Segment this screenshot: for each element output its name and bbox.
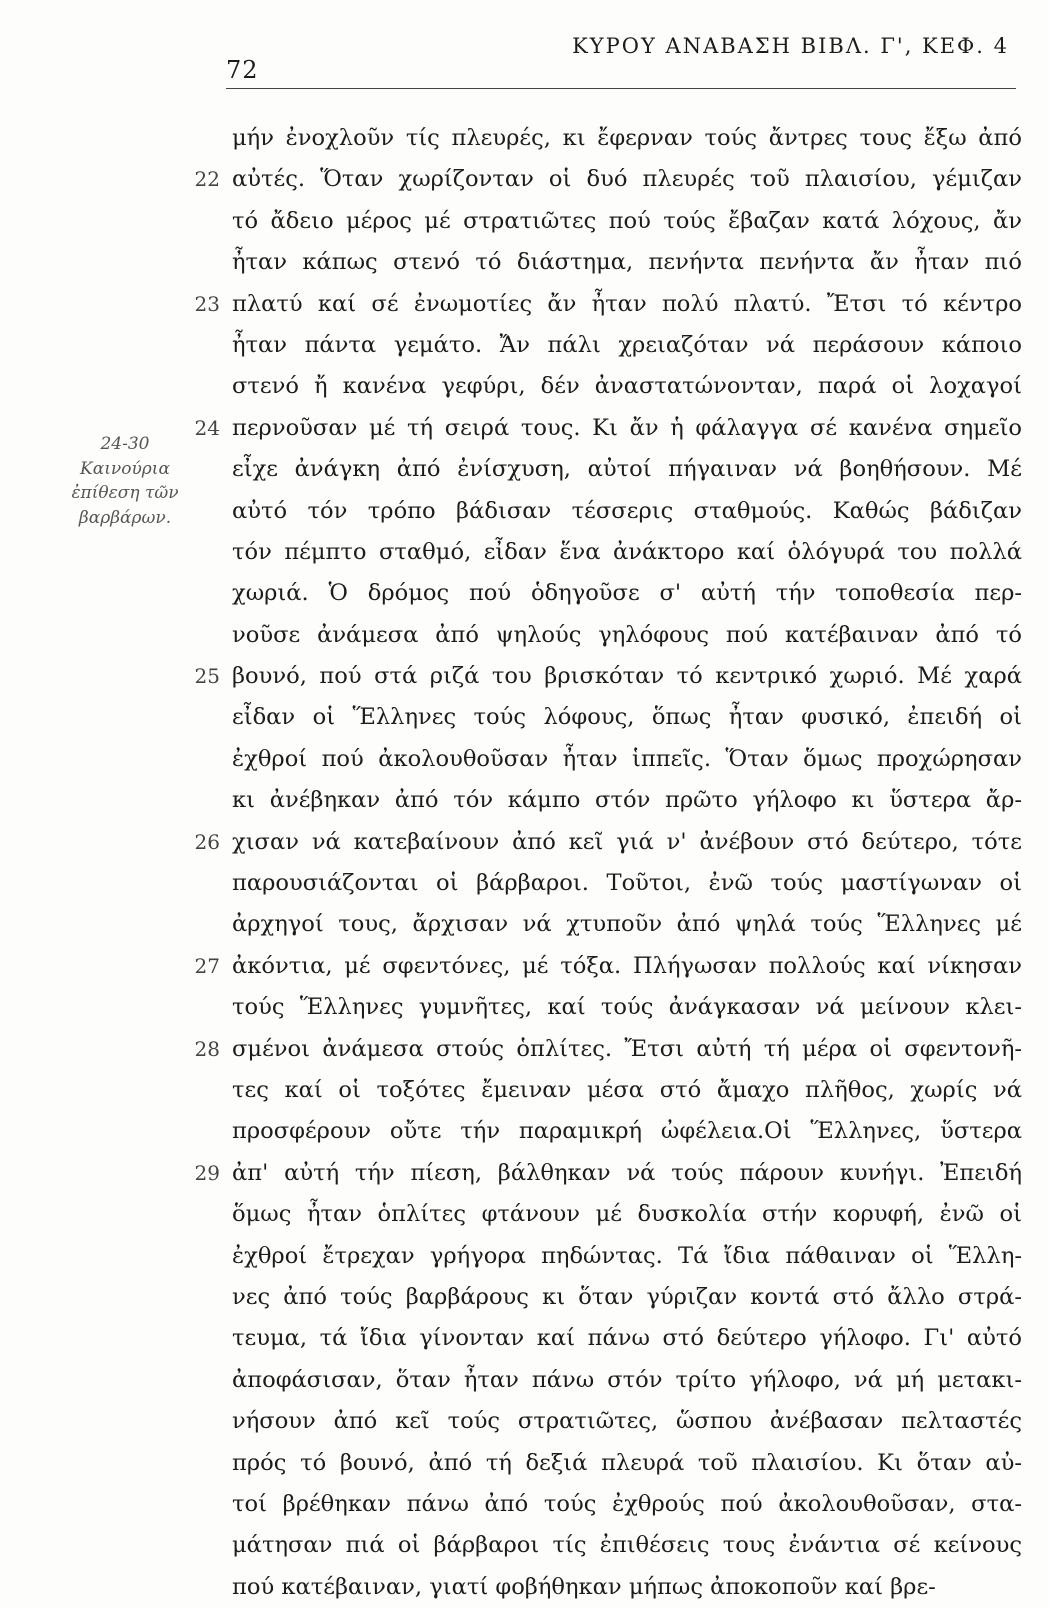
text-line: χισαν νά κατεβαίνουν ἀπό κεῖ γιά ν' ἀνέβουν στό δεύτερο, τότε bbox=[232, 828, 1022, 855]
text-line: σμένοι ἀνάμεσα στούς ὁπλίτες. Ἔτσι αὐτή τή μέρα οἱ σφεντονῆ- bbox=[232, 1035, 1022, 1062]
text-line: παρουσιάζονται οἱ βάρβαροι. Τοῦτοι, ἐνῶ τούς μαστίγωναν οἱ bbox=[232, 870, 1022, 897]
text-line: μήν ἐνοχλοῦν τίς πλευρές, κι ἔφερναν τούς ἄντρες τους ἔξω ἀπό bbox=[232, 125, 1022, 151]
text-line: εἶχε ἀνάγκη ἀπό ἐνίσχυση, αὐτοί πήγαιναν νά βοηθήσουν. Μέ bbox=[232, 456, 1022, 483]
text-line: ἀπ' αὐτή τήν πίεση, βάλθηκαν νά τούς πάρουν κυνήγι. Ἐπειδή bbox=[232, 1159, 1022, 1186]
text-line: πρός τό βουνό, ἀπό τή δεξιά πλευρά τοῦ πλαισίου. Κι ὅταν αὐ- bbox=[232, 1449, 1022, 1476]
text-line: πού κατέβαιναν, γιατί φοβήθηκαν μήπως ἀποκοποῦν καί βρε- bbox=[232, 1573, 936, 1600]
text-line: ἐχθροί πού ἀκολουθοῦσαν ἦταν ἱππεῖς. Ὅταν ὅμως προχώρησαν bbox=[232, 745, 1022, 772]
text-line: περνοῦσαν μέ τή σειρά τους. Κι ἄν ἡ φάλαγγα σέ κανένα σημεῖο bbox=[232, 414, 1022, 441]
section-number: 23 bbox=[194, 291, 220, 316]
text-line: ἦταν πάντα γεμάτο. Ἄν πάλι χρειαζόταν νά περάσουν κάποιο bbox=[232, 331, 1022, 358]
text-line: ἀρχηγοί τους, ἄρχισαν νά χτυποῦν ἀπό ψηλά τούς Ἕλληνες μέ bbox=[232, 911, 1022, 938]
text-line: αὐτό τόν τρόπο βάδισαν τέσσερις σταθμούς. Καθώς βάδιζαν bbox=[232, 497, 1022, 524]
text-line: νες ἀπό τούς βαρβάρους κι ὅταν γύριζαν κοντά στό ἄλλο στρά- bbox=[232, 1283, 1022, 1310]
section-number: 25 bbox=[194, 664, 220, 689]
text-line: αὐτές. Ὅταν χωρίζονταν οἱ δυό πλευρές τοῦ πλαισίου, γέμιζαν bbox=[232, 166, 1022, 193]
body-text bbox=[232, 118, 1022, 1608]
section-number: 27 bbox=[194, 954, 220, 978]
text-line: χωριά. Ὁ δρόμος πού ὁδηγοῦσε σ' αὐτή τήν τοποθεσία περ- bbox=[232, 580, 1022, 607]
running-title: ΚΥΡΟΥ ΑΝΑΒΑΣΗ ΒΙΒΛ. Γ', ΚΕΦ. 4 bbox=[572, 34, 1009, 58]
text-line: τευμα, τά ἴδια γίνονταν καί πάνω στό δεύτερο γήλοφο. Γι' αὐτό bbox=[232, 1325, 1022, 1352]
margin-note-line: 24-30 bbox=[100, 434, 150, 454]
header-rule bbox=[226, 88, 1016, 89]
text-line: ἀποφάσισαν, ὅταν ἦταν πάνω στόν τρίτο γήλοφο, νά μή μετακι- bbox=[232, 1366, 1022, 1393]
text-line: ὅμως ἦταν ὁπλίτες φτάνουν μέ δυσκολία στήν κορυφή, ἐνῶ οἱ bbox=[232, 1201, 1022, 1228]
text-line: βουνό, πού στά ριζά του βρισκόταν τό κεντρικό χωριό. Μέ χαρά bbox=[232, 663, 1022, 690]
text-line: τόν πέμπτο σταθμό, εἶδαν ἕνα ἀνάκτορο καί ὁλόγυρά του πολλά bbox=[232, 538, 1022, 565]
margin-note-line: βαρβάρων. bbox=[78, 507, 172, 528]
text-line: τες καί οἱ τοξότες ἔμειναν μέσα στό ἄμαχο πλῆθος, χωρίς νά bbox=[232, 1076, 1022, 1103]
text-line: τό ἄδειο μέρος μέ στρατιῶτες πού τούς ἔβαζαν κατά λόχους, ἄν bbox=[232, 207, 1022, 234]
text-line: εἶδαν οἱ Ἕλληνες τούς λόφους, ὅπως ἦταν φυσικό, ἐπειδή οἱ bbox=[232, 704, 1022, 731]
margin-note-line: Καινούρια bbox=[80, 458, 170, 479]
text-line: νοῦσε ἀνάμεσα ἀπό ψηλούς γηλόφους πού κατέβαιναν ἀπό τό bbox=[232, 621, 1022, 648]
text-line: πλατύ καί σέ ἐνωμοτίες ἄν ἦταν πολύ πλατύ. Ἔτσι τό κέντρο bbox=[232, 290, 1022, 317]
section-number: 26 bbox=[194, 829, 220, 854]
page-number: 72 bbox=[226, 56, 259, 84]
text-line: κι ἀνέβηκαν ἀπό τόν κάμπο στόν πρῶτο γήλοφο κι ὕστερα ἄρ- bbox=[232, 787, 1022, 814]
text-line: στενό ἤ κανένα γεφύρι, δέν ἀναστατώνονταν, παρά οἱ λοχαγοί bbox=[232, 373, 1022, 400]
text-line: προσφέρουν οὔτε τήν παραμικρή ὠφέλεια.Οἱ Ἕλληνες, ὕστερα bbox=[232, 1118, 1022, 1145]
margin-note bbox=[55, 432, 195, 531]
text-line: νήσουν ἀπό κεῖ τούς στρατιῶτες, ὥσπου ἀνέβασαν πελταστές bbox=[232, 1408, 1022, 1435]
section-number: 29 bbox=[194, 1161, 220, 1185]
section-number: 28 bbox=[194, 1036, 220, 1061]
margin-note-line: ἐπίθεση τῶν bbox=[71, 483, 179, 504]
text-line: μάτησαν πιά οἱ βάρβαροι τίς ἐπιθέσεις τους ἐνάντια σέ κείνους bbox=[232, 1532, 1022, 1559]
text-line: τοί βρέθηκαν πάνω ἀπό τούς ἐχθρούς πού ἀκολουθοῦσαν, στα- bbox=[232, 1490, 1022, 1517]
text-line: ἀκόντια, μέ σφεντόνες, μέ τόξα. Πλήγωσαν πολλούς καί νίκησαν bbox=[232, 952, 1022, 979]
text-line: ἐχθροί ἔτρεχαν γρήγορα πηδώντας. Τά ἴδια πάθαιναν οἱ Ἕλλη- bbox=[232, 1242, 1022, 1269]
section-number: 24 bbox=[194, 415, 220, 440]
text-line: ἦταν κάπως στενό τό διάστημα, πενήντα πενήντα ἄν ἦταν πιό bbox=[232, 249, 1022, 276]
text-line: τούς Ἕλληνες γυμνῆτες, καί τούς ἀνάγκασαν νά μείνουν κλει- bbox=[232, 994, 1022, 1021]
section-number: 22 bbox=[194, 167, 220, 192]
